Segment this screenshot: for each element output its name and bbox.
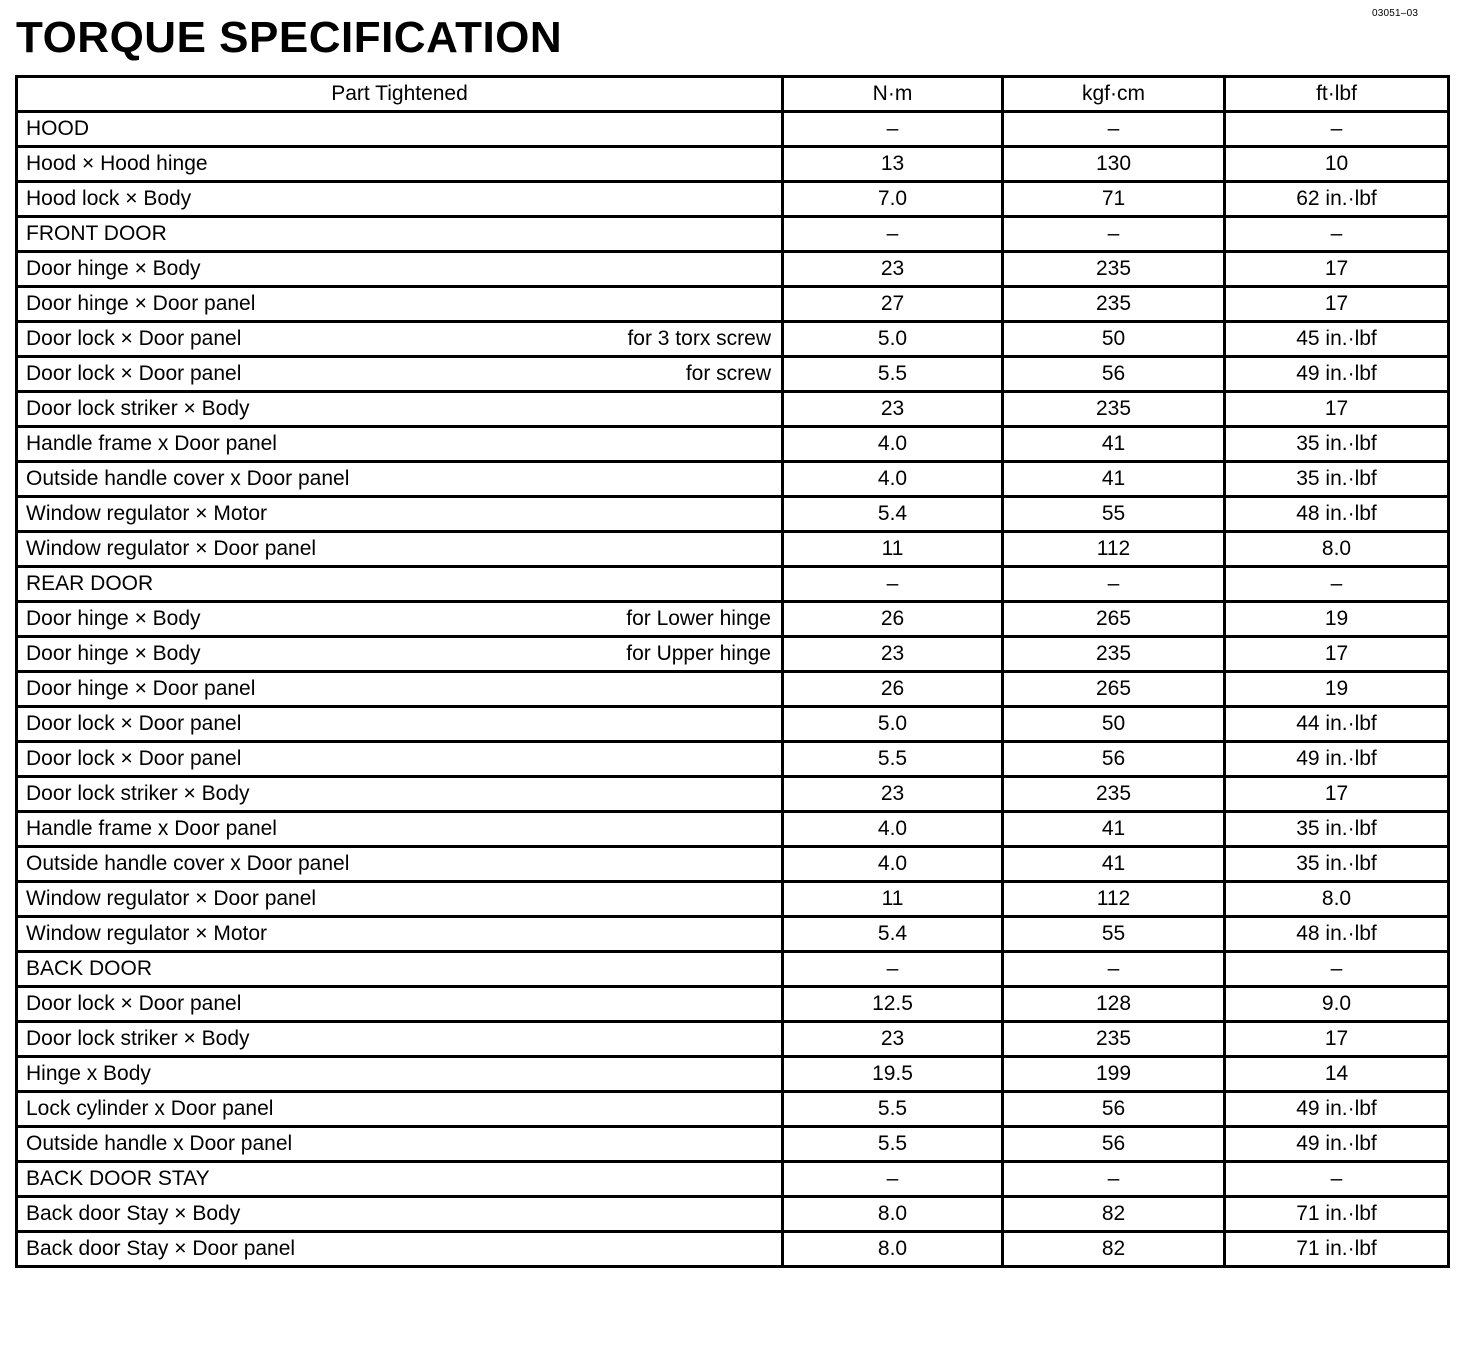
ftlbf-cell: 35 in.·lbf xyxy=(1225,427,1449,462)
part-name: HOOD xyxy=(26,117,89,140)
ftlbf-cell: 14 xyxy=(1225,1057,1449,1092)
kgfcm-cell: 112 xyxy=(1003,882,1225,917)
kgfcm-cell: 199 xyxy=(1003,1057,1225,1092)
nm-cell: 5.5 xyxy=(783,742,1003,777)
header-part-tightened: Part Tightened xyxy=(17,77,783,112)
table-row xyxy=(17,532,1449,567)
table-row xyxy=(17,672,1449,707)
part-cell xyxy=(17,882,783,917)
nm-cell: 8.0 xyxy=(783,1197,1003,1232)
kgfcm-cell: 235 xyxy=(1003,252,1225,287)
header-nm: N·m xyxy=(783,77,1003,112)
table-row xyxy=(17,287,1449,322)
table-row xyxy=(17,147,1449,182)
ftlbf-cell: – xyxy=(1225,1162,1449,1197)
ftlbf-cell: 44 in.·lbf xyxy=(1225,707,1449,742)
part-name: Door lock striker × Body xyxy=(26,397,250,420)
part-cell xyxy=(17,707,783,742)
kgfcm-cell: 265 xyxy=(1003,602,1225,637)
kgfcm-cell: – xyxy=(1003,112,1225,147)
ftlbf-cell: 48 in.·lbf xyxy=(1225,917,1449,952)
table-row xyxy=(17,777,1449,812)
document-code: 03051–03 xyxy=(1372,8,1419,19)
part-name: Door hinge × Door panel xyxy=(26,292,256,315)
part-cell xyxy=(17,812,783,847)
nm-cell: 5.4 xyxy=(783,497,1003,532)
table-row xyxy=(17,252,1449,287)
nm-cell: 4.0 xyxy=(783,847,1003,882)
kgfcm-cell: – xyxy=(1003,567,1225,602)
table-row xyxy=(17,917,1449,952)
table-row xyxy=(17,1092,1449,1127)
ftlbf-cell: 17 xyxy=(1225,1022,1449,1057)
kgfcm-cell: 56 xyxy=(1003,357,1225,392)
nm-cell: 5.5 xyxy=(783,1092,1003,1127)
part-name: Door lock striker × Body xyxy=(26,1027,250,1050)
nm-cell: 4.0 xyxy=(783,427,1003,462)
part-name: BACK DOOR STAY xyxy=(26,1167,210,1190)
part-name: Door hinge × Body xyxy=(26,642,201,665)
part-name: Hood × Hood hinge xyxy=(26,152,208,175)
part-cell xyxy=(17,217,783,252)
nm-cell: 19.5 xyxy=(783,1057,1003,1092)
nm-cell: 5.0 xyxy=(783,707,1003,742)
part-name: Outside handle x Door panel xyxy=(26,1132,293,1155)
kgfcm-cell: 112 xyxy=(1003,532,1225,567)
kgfcm-cell: 55 xyxy=(1003,917,1225,952)
ftlbf-cell: – xyxy=(1225,217,1449,252)
table-row xyxy=(17,112,1449,147)
table-row xyxy=(17,1197,1449,1232)
ftlbf-cell: 35 in.·lbf xyxy=(1225,812,1449,847)
part-name: Window regulator × Door panel xyxy=(26,537,317,560)
part-name: Door lock striker × Body xyxy=(26,782,250,805)
part-name: FRONT DOOR xyxy=(26,222,167,245)
kgfcm-cell: 130 xyxy=(1003,147,1225,182)
nm-cell: 23 xyxy=(783,392,1003,427)
part-cell xyxy=(17,392,783,427)
nm-cell: 26 xyxy=(783,602,1003,637)
part-name: Hinge x Body xyxy=(26,1062,151,1085)
torque-spec-table xyxy=(15,75,1450,1268)
kgfcm-cell: 41 xyxy=(1003,427,1225,462)
nm-cell: 4.0 xyxy=(783,812,1003,847)
nm-cell: – xyxy=(783,112,1003,147)
part-cell xyxy=(17,952,783,987)
nm-cell: 5.4 xyxy=(783,917,1003,952)
part-cell xyxy=(17,532,783,567)
kgfcm-cell: 235 xyxy=(1003,777,1225,812)
table-row xyxy=(17,637,1449,672)
nm-cell: 27 xyxy=(783,287,1003,322)
part-cell xyxy=(17,917,783,952)
kgfcm-cell: – xyxy=(1003,217,1225,252)
header-ftlbf: ft·lbf xyxy=(1225,77,1449,112)
ftlbf-cell: 49 in.·lbf xyxy=(1225,357,1449,392)
part-note: for Lower hinge xyxy=(626,607,771,630)
part-cell xyxy=(17,287,783,322)
ftlbf-cell: 10 xyxy=(1225,147,1449,182)
kgfcm-cell: 41 xyxy=(1003,812,1225,847)
table-row xyxy=(17,882,1449,917)
nm-cell: 23 xyxy=(783,1022,1003,1057)
part-cell xyxy=(17,322,783,357)
nm-cell: 4.0 xyxy=(783,462,1003,497)
part-note: for screw xyxy=(685,362,771,385)
part-cell xyxy=(17,1197,783,1232)
part-cell xyxy=(17,1127,783,1162)
part-cell xyxy=(17,497,783,532)
part-cell xyxy=(17,847,783,882)
kgfcm-cell: – xyxy=(1003,952,1225,987)
nm-cell: 23 xyxy=(783,777,1003,812)
table-row xyxy=(17,1022,1449,1057)
ftlbf-cell: – xyxy=(1225,112,1449,147)
ftlbf-cell: 17 xyxy=(1225,252,1449,287)
kgfcm-cell: – xyxy=(1003,1162,1225,1197)
part-cell xyxy=(17,1232,783,1267)
ftlbf-cell: 62 in.·lbf xyxy=(1225,182,1449,217)
table-row xyxy=(17,1127,1449,1162)
part-name: Back door Stay × Body xyxy=(26,1202,241,1225)
part-name: Door hinge × Body xyxy=(26,257,201,280)
kgfcm-cell: 41 xyxy=(1003,462,1225,497)
part-name: Door hinge × Door panel xyxy=(26,677,256,700)
nm-cell: – xyxy=(783,217,1003,252)
part-cell xyxy=(17,427,783,462)
part-cell xyxy=(17,637,783,672)
kgfcm-cell: 235 xyxy=(1003,287,1225,322)
ftlbf-cell: 17 xyxy=(1225,637,1449,672)
part-name: Door lock × Door panel xyxy=(26,712,242,735)
ftlbf-cell: 19 xyxy=(1225,672,1449,707)
nm-cell: 7.0 xyxy=(783,182,1003,217)
nm-cell: – xyxy=(783,567,1003,602)
kgfcm-cell: 55 xyxy=(1003,497,1225,532)
table-row xyxy=(17,217,1449,252)
ftlbf-cell: – xyxy=(1225,952,1449,987)
table-row xyxy=(17,707,1449,742)
part-name: Handle frame x Door panel xyxy=(26,817,277,840)
part-name: Lock cylinder x Door panel xyxy=(26,1097,274,1120)
table-row xyxy=(17,1162,1449,1197)
ftlbf-cell: 49 in.·lbf xyxy=(1225,742,1449,777)
kgfcm-cell: 71 xyxy=(1003,182,1225,217)
part-cell xyxy=(17,742,783,777)
part-cell xyxy=(17,1057,783,1092)
ftlbf-cell: 35 in.·lbf xyxy=(1225,462,1449,497)
header-row xyxy=(17,77,1449,112)
nm-cell: – xyxy=(783,1162,1003,1197)
page-title: TORQUE SPECIFICATION xyxy=(16,13,563,62)
part-name: Door lock × Door panel xyxy=(26,747,242,770)
table-row xyxy=(17,1232,1449,1267)
part-cell xyxy=(17,462,783,497)
kgfcm-cell: 56 xyxy=(1003,1092,1225,1127)
part-note: for Upper hinge xyxy=(626,642,771,665)
kgfcm-cell: 56 xyxy=(1003,742,1225,777)
part-name: Window regulator × Door panel xyxy=(26,887,317,910)
part-cell xyxy=(17,672,783,707)
ftlbf-cell: – xyxy=(1225,567,1449,602)
part-name: Door lock × Door panel xyxy=(26,327,242,350)
ftlbf-cell: 49 in.·lbf xyxy=(1225,1127,1449,1162)
part-name: REAR DOOR xyxy=(26,572,154,595)
table-row xyxy=(17,567,1449,602)
nm-cell: – xyxy=(783,952,1003,987)
part-name: Window regulator × Motor xyxy=(26,502,268,525)
part-note: for 3 torx screw xyxy=(627,327,771,350)
table-row xyxy=(17,392,1449,427)
ftlbf-cell: 35 in.·lbf xyxy=(1225,847,1449,882)
part-cell xyxy=(17,147,783,182)
table-row xyxy=(17,322,1449,357)
table-body xyxy=(17,112,1449,1267)
part-name: Outside handle cover x Door panel xyxy=(26,467,350,490)
part-name: Outside handle cover x Door panel xyxy=(26,852,350,875)
nm-cell: 13 xyxy=(783,147,1003,182)
part-cell xyxy=(17,357,783,392)
nm-cell: 11 xyxy=(783,532,1003,567)
kgfcm-cell: 41 xyxy=(1003,847,1225,882)
table-row xyxy=(17,987,1449,1022)
part-name: BACK DOOR xyxy=(26,957,153,980)
ftlbf-cell: 8.0 xyxy=(1225,882,1449,917)
table-row xyxy=(17,1057,1449,1092)
kgfcm-cell: 265 xyxy=(1003,672,1225,707)
table-row xyxy=(17,497,1449,532)
nm-cell: 12.5 xyxy=(783,987,1003,1022)
kgfcm-cell: 56 xyxy=(1003,1127,1225,1162)
part-cell xyxy=(17,1092,783,1127)
nm-cell: 26 xyxy=(783,672,1003,707)
ftlbf-cell: 8.0 xyxy=(1225,532,1449,567)
part-name: Back door Stay × Door panel xyxy=(26,1237,296,1260)
part-name: Hood lock × Body xyxy=(26,187,192,210)
table-row xyxy=(17,357,1449,392)
part-name: Door hinge × Body xyxy=(26,607,201,630)
part-cell xyxy=(17,1022,783,1057)
part-name: Handle frame x Door panel xyxy=(26,432,277,455)
ftlbf-cell: 49 in.·lbf xyxy=(1225,1092,1449,1127)
ftlbf-cell: 17 xyxy=(1225,777,1449,812)
table-row xyxy=(17,602,1449,637)
part-cell xyxy=(17,182,783,217)
table-row xyxy=(17,182,1449,217)
nm-cell: 23 xyxy=(783,252,1003,287)
nm-cell: 5.5 xyxy=(783,357,1003,392)
nm-cell: 5.5 xyxy=(783,1127,1003,1162)
ftlbf-cell: 71 in.·lbf xyxy=(1225,1232,1449,1267)
part-name: Door lock × Door panel xyxy=(26,362,242,385)
table-row xyxy=(17,462,1449,497)
kgfcm-cell: 82 xyxy=(1003,1232,1225,1267)
ftlbf-cell: 71 in.·lbf xyxy=(1225,1197,1449,1232)
ftlbf-cell: 19 xyxy=(1225,602,1449,637)
kgfcm-cell: 50 xyxy=(1003,707,1225,742)
part-cell xyxy=(17,777,783,812)
ftlbf-cell: 17 xyxy=(1225,287,1449,322)
part-cell xyxy=(17,252,783,287)
table-row xyxy=(17,847,1449,882)
kgfcm-cell: 235 xyxy=(1003,637,1225,672)
part-cell xyxy=(17,567,783,602)
table-row xyxy=(17,812,1449,847)
table-row xyxy=(17,427,1449,462)
kgfcm-cell: 82 xyxy=(1003,1197,1225,1232)
table-row xyxy=(17,952,1449,987)
part-name: Door lock × Door panel xyxy=(26,992,242,1015)
part-cell xyxy=(17,1162,783,1197)
header-kgfcm: kgf·cm xyxy=(1003,77,1225,112)
kgfcm-cell: 128 xyxy=(1003,987,1225,1022)
nm-cell: 5.0 xyxy=(783,322,1003,357)
part-cell xyxy=(17,602,783,637)
part-cell xyxy=(17,112,783,147)
kgfcm-cell: 235 xyxy=(1003,392,1225,427)
part-name: Window regulator × Motor xyxy=(26,922,268,945)
nm-cell: 23 xyxy=(783,637,1003,672)
ftlbf-cell: 17 xyxy=(1225,392,1449,427)
nm-cell: 8.0 xyxy=(783,1232,1003,1267)
ftlbf-cell: 48 in.·lbf xyxy=(1225,497,1449,532)
kgfcm-cell: 235 xyxy=(1003,1022,1225,1057)
part-cell xyxy=(17,987,783,1022)
kgfcm-cell: 50 xyxy=(1003,322,1225,357)
table-row xyxy=(17,742,1449,777)
nm-cell: 11 xyxy=(783,882,1003,917)
ftlbf-cell: 9.0 xyxy=(1225,987,1449,1022)
ftlbf-cell: 45 in.·lbf xyxy=(1225,322,1449,357)
